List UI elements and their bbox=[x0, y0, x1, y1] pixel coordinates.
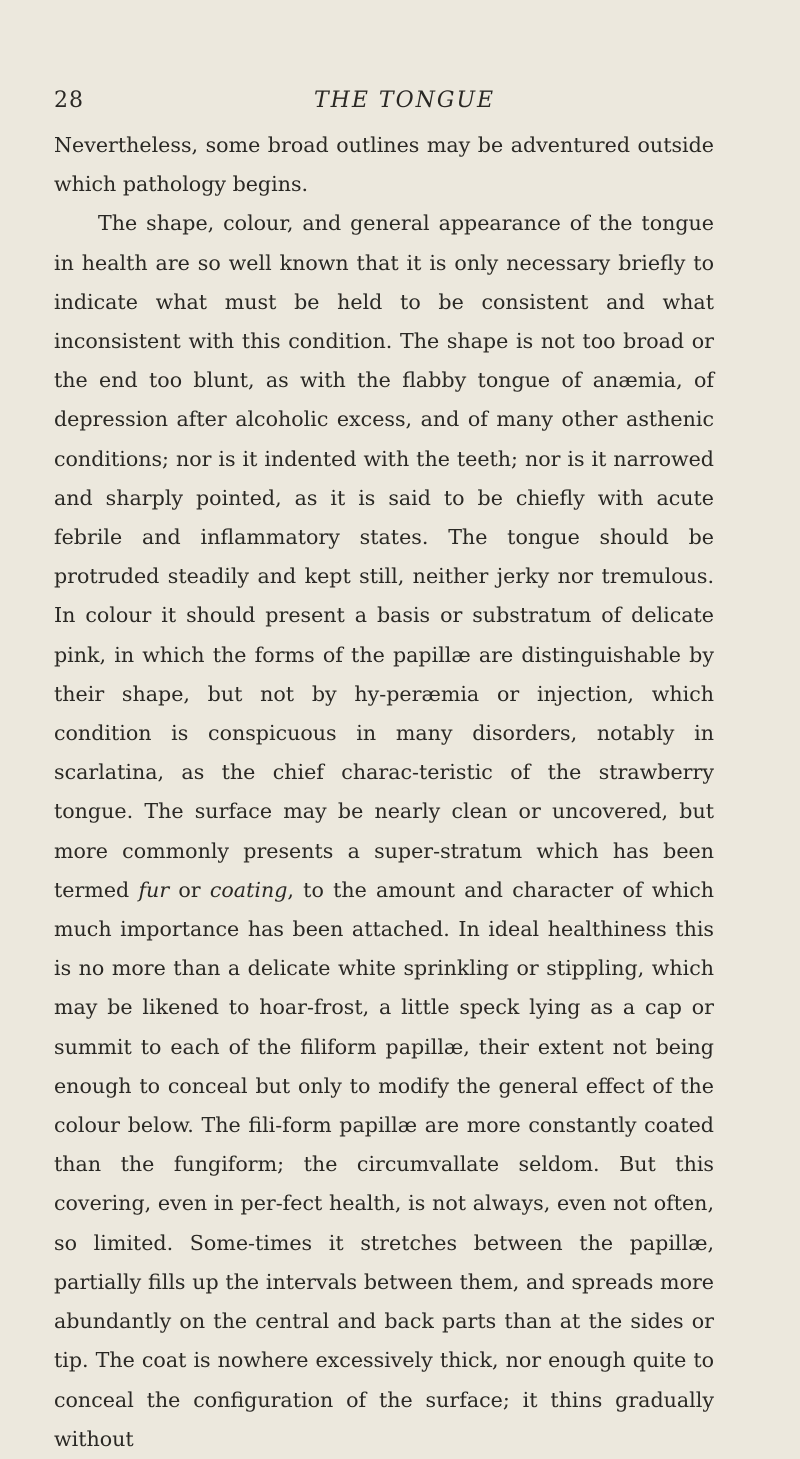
paragraph-tongue-description bbox=[54, 204, 714, 1459]
page-header bbox=[54, 88, 714, 120]
italic-term-fur: fur bbox=[138, 877, 170, 902]
text-segment: or bbox=[169, 877, 210, 902]
paragraph-continuation bbox=[54, 126, 714, 204]
text-segment: Nevertheless, some broad outlines may be adventured outside which pathology begins. bbox=[54, 133, 714, 197]
running-title: THE TONGUE bbox=[314, 88, 496, 113]
text-segment: , to the amount and character of which much importance has been attached. In ideal healthiness this is no more than a delicate white sprinkling or stippling, which may be likened to hoar-frost, a little speck lying as a cap or summit to each of the filiform papillæ, their extent not being enough to conceal but only to modify the general effect of the colour below. The fili-form papillæ are more constantly coated than the fungiform; the circumvallate seldom. But this covering, even in per-fect health, is not always, even not often, so limited. Some-times it stretches between the papillæ, partially fills up the intervals between them, and spreads more abundantly on the central and back parts than at the sides or tip. The coat is nowhere excessively thick, nor enough quite to conceal the configuration of the surface; it thins gradually without bbox=[54, 877, 714, 1451]
body-text bbox=[54, 126, 714, 1459]
page-number: 28 bbox=[54, 88, 84, 113]
text-segment: The shape, colour, and general appearance of the tongue in health are so well known that it is only necessary briefly to indicate what must be held to be consistent and what inconsistent with this condition. The shape is not too broad or the end too blunt, as with the flabby tongue of anæmia, of depression after alcoholic excess, and of many other asthenic conditions; nor is it indented with the teeth; nor is it narrowed and sharply pointed, as it is said to be chiefly with acute febrile and inflammatory states. The tongue should be protruded steadily and kept still, neither jerky nor tremulous. In colour it should present a basis or substratum of delicate pink, in which the forms of the papillæ are distinguishable by their shape, but not by hy-peræmia or injection, which condition is conspicuous in many disorders, notably in scarlatina, as the chief charac-teristic of the strawberry tongue. The surface may be nearly clean or uncovered, but more commonly presents a super-stratum which has been termed bbox=[54, 211, 714, 902]
italic-term-coating: coating bbox=[209, 877, 288, 902]
